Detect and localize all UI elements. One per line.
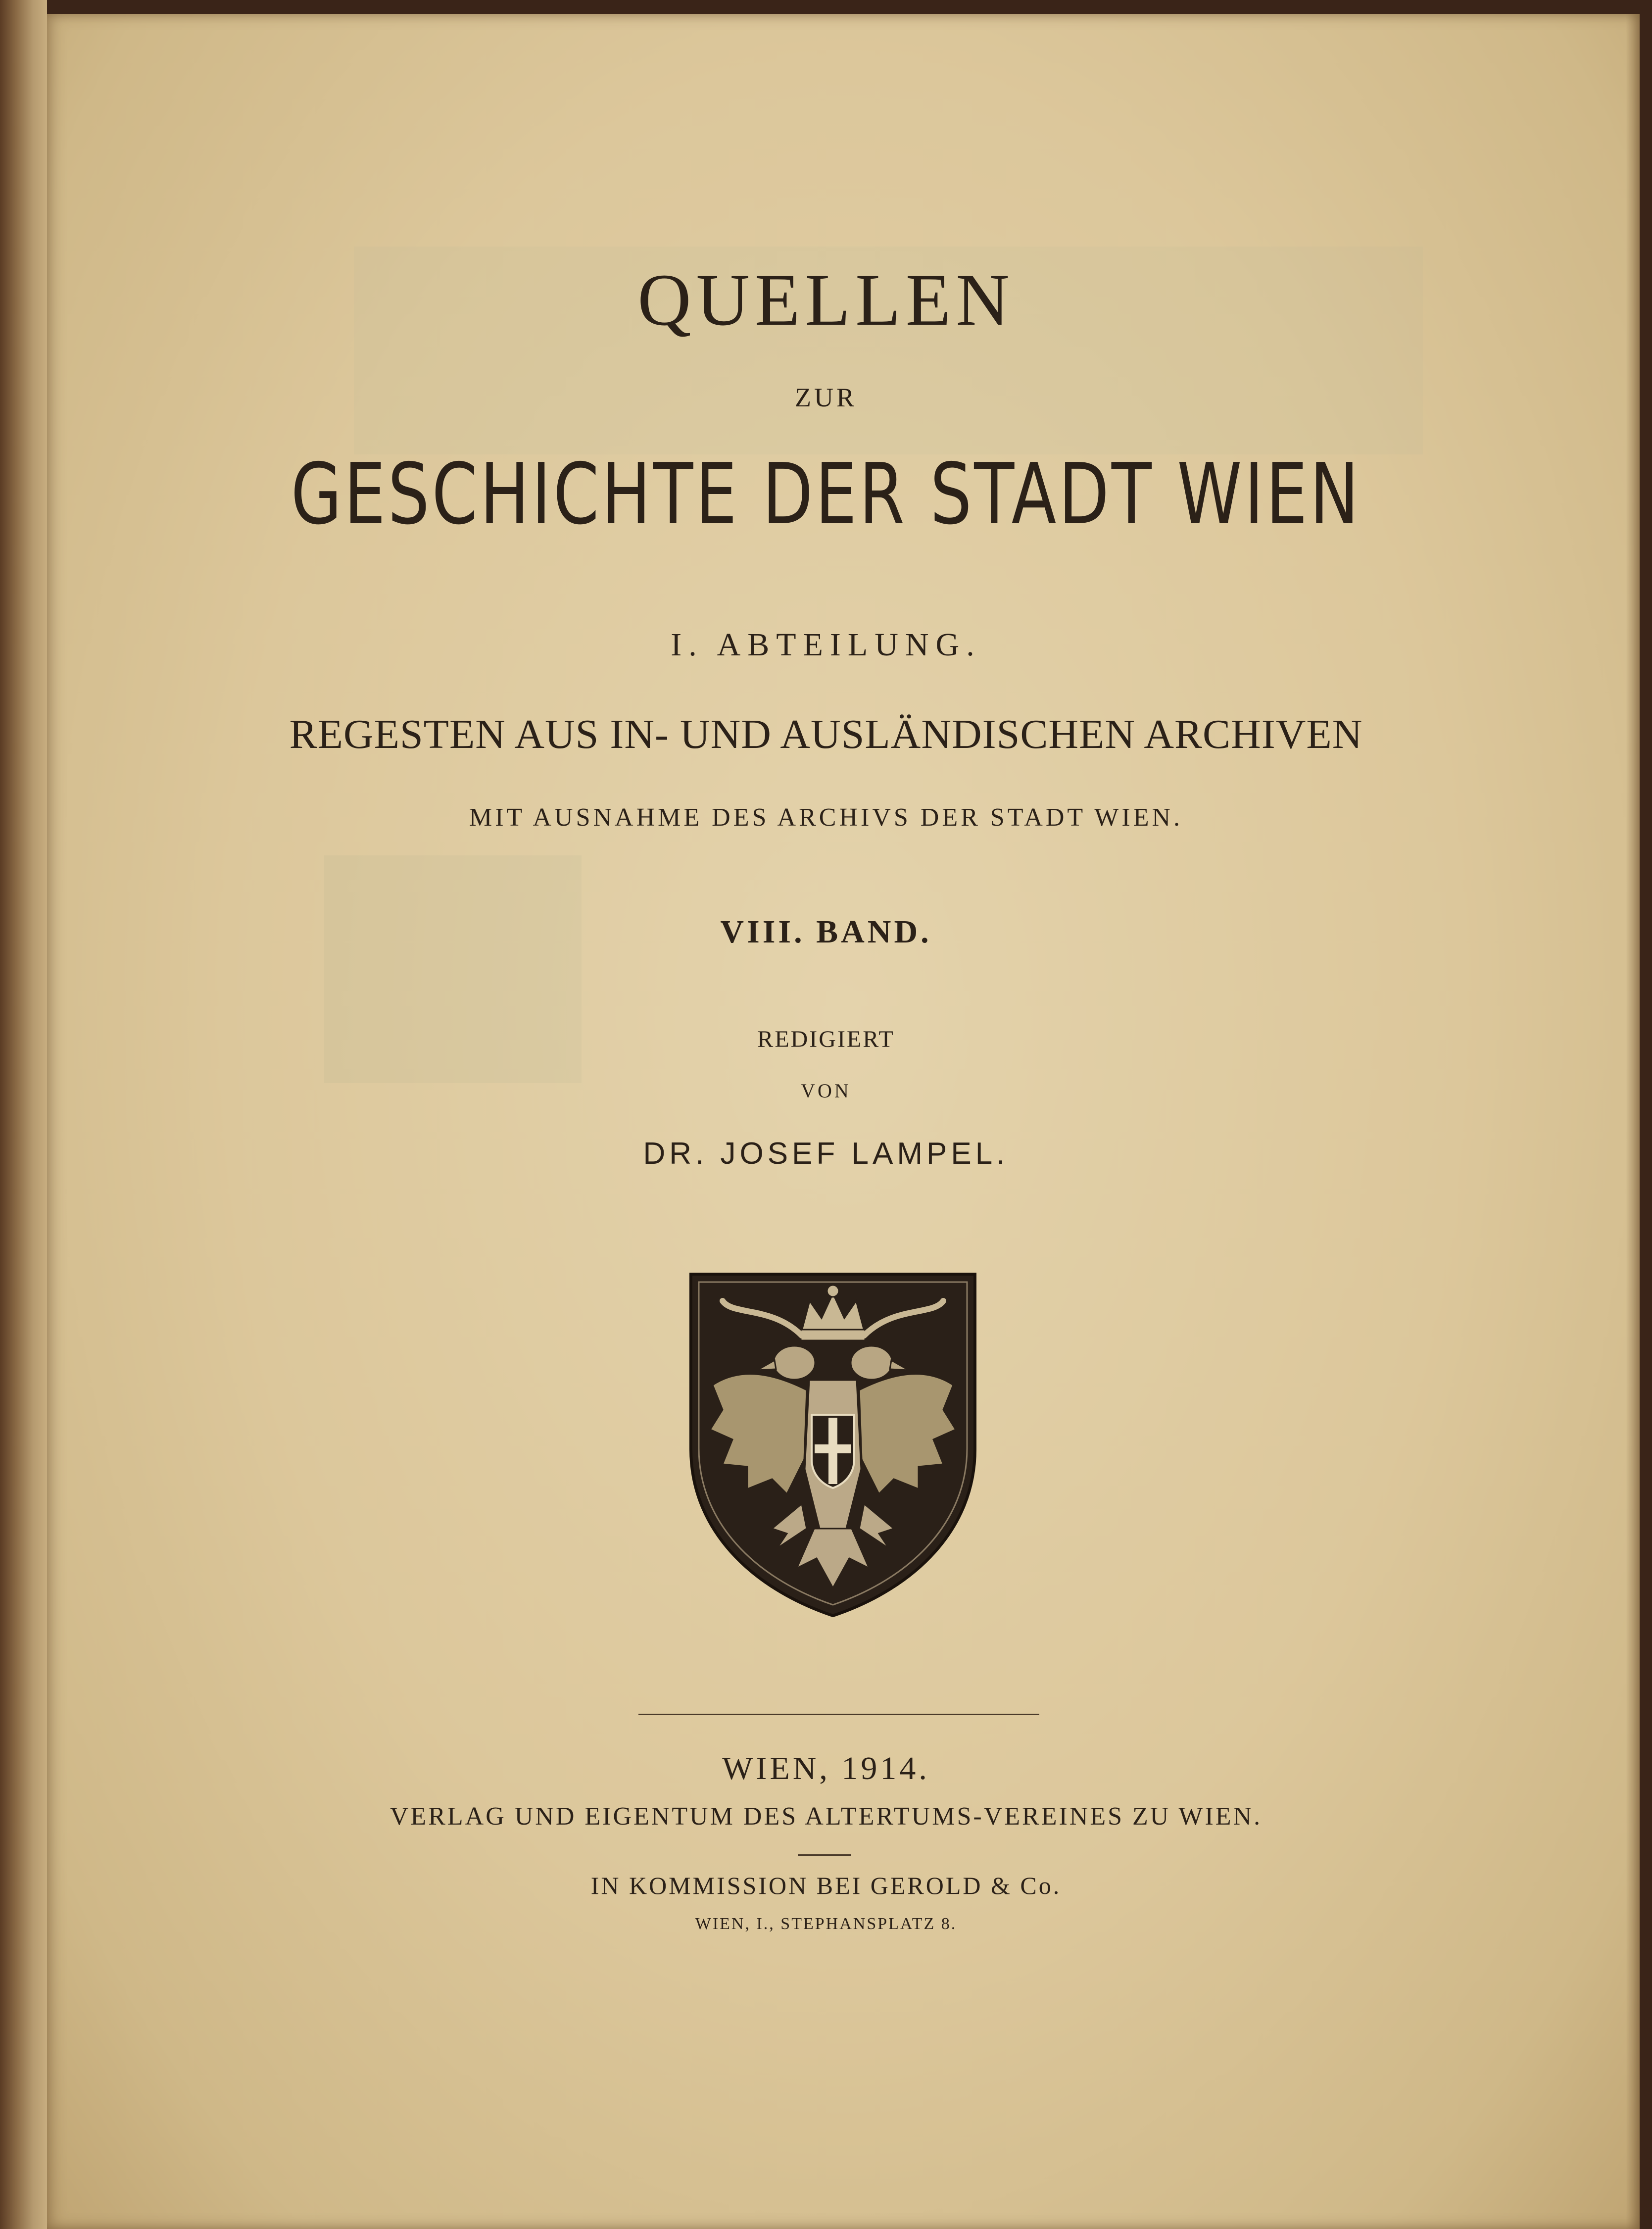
- title-quellen: QUELLEN: [637, 259, 1015, 341]
- title-geschichte: GESCHICHTE DER STADT WIEN: [291, 446, 1361, 544]
- address-line: WIEN, I., STEPHANSPLATZ 8.: [695, 1915, 957, 1933]
- vienna-coat-of-arms-icon: [688, 1271, 978, 1619]
- redigiert-line: REDIGIERT: [757, 1026, 895, 1052]
- author-line: DR. JOSEF LAMPEL.: [643, 1137, 1009, 1171]
- title-zur: ZUR: [795, 383, 857, 412]
- publisher-line: VERLAG UND EIGENTUM DES ALTERTUMS-VEREINES ZU WIEN.: [389, 1802, 1263, 1831]
- von-line: VON: [801, 1080, 851, 1102]
- abteilung-line: I. ABTEILUNG.: [671, 627, 981, 663]
- place-year-line: WIEN, 1914.: [722, 1750, 930, 1786]
- mit-ausnahme-line: MIT AUSNAHME DES ARCHIVS DER STADT WIEN.: [469, 803, 1183, 832]
- cross-shield-icon: [812, 1415, 854, 1488]
- band-line: VIII. BAND.: [720, 914, 932, 950]
- kommission-line: IN KOMMISSION BEI GEROLD & Co.: [590, 1872, 1062, 1899]
- imprint-divider: [638, 1714, 1039, 1715]
- short-divider: [798, 1854, 851, 1856]
- regesten-line: REGESTEN AUS IN- UND AUSLÄNDISCHEN ARCHIVEN: [289, 711, 1363, 757]
